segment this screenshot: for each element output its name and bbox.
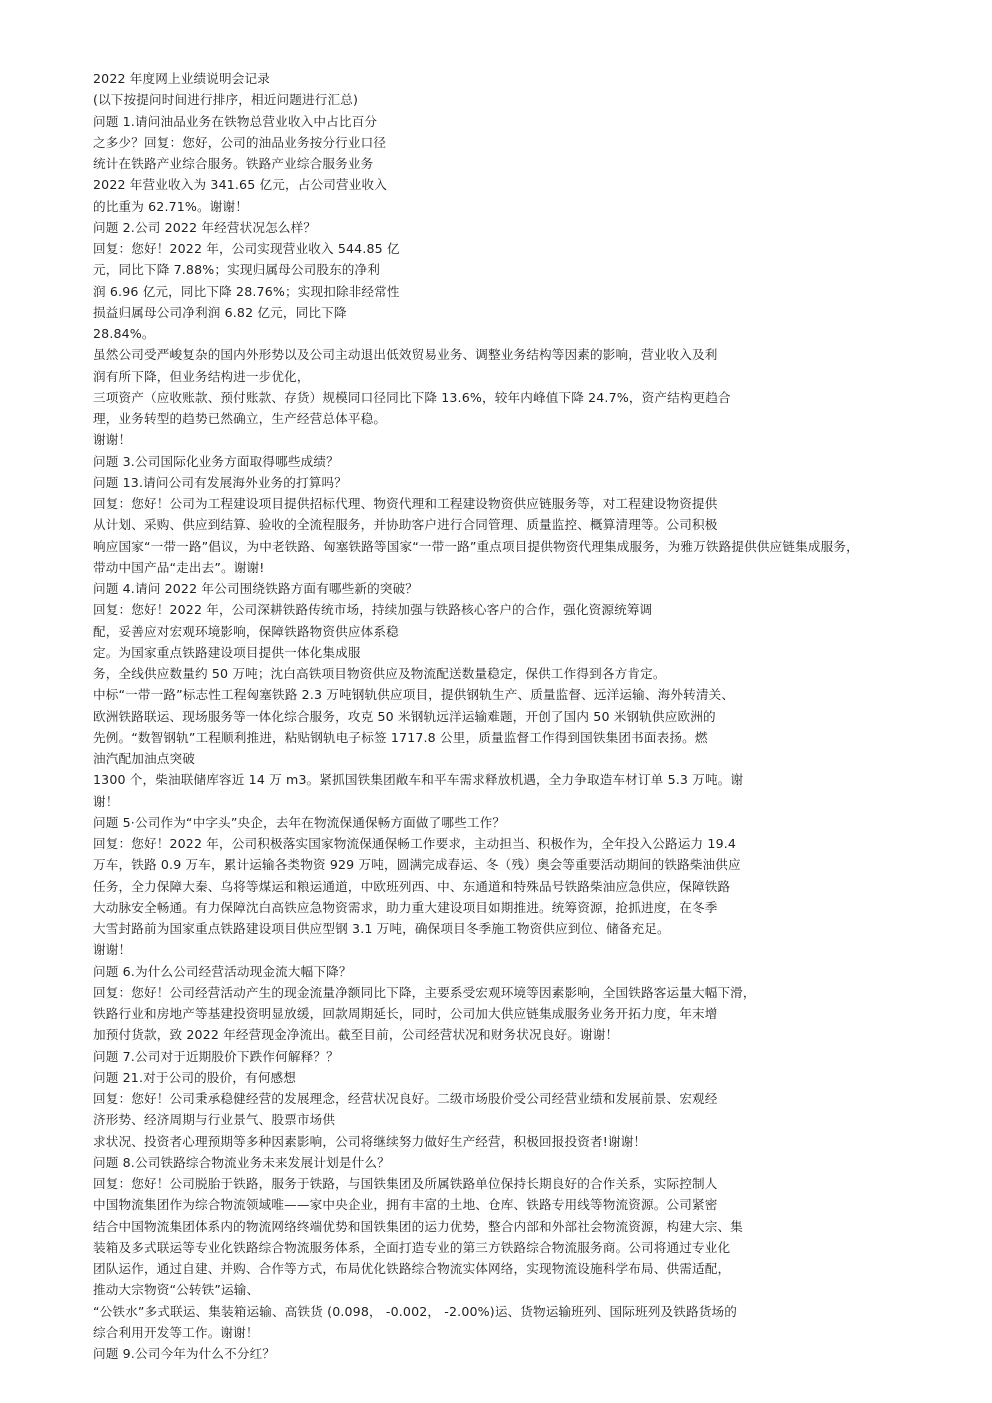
question-21: 问题 21.对于公司的股价，有何感想 bbox=[93, 1069, 297, 1085]
text-line: 务，全线供应数量约 50 万吨；沈白高铁项目物资供应及物流配送数量稳定，保供工作得到各方肯定。 bbox=[93, 666, 666, 681]
text-line: 团队运作，通过自建、并购、合作等方式，布局优化铁路综合物流实体网络，实现物流设施科学布局、供需适配， bbox=[93, 1261, 731, 1276]
question-2: 问题 2.公司 2022 年经营状况怎么样？ bbox=[93, 219, 317, 235]
text-line: 铁路行业和房地产等基建投资明显放缓，回款周期延长，同时，公司加大供应链集成服务业务开拓力度，年末增 bbox=[93, 1006, 718, 1021]
question-7: 问题 7.公司对于近期股价下跌作何解释？？ bbox=[93, 1048, 339, 1064]
text-line: 谢谢！ bbox=[93, 432, 132, 448]
document-body bbox=[93, 68, 973, 1364]
text-line: 谢！ bbox=[93, 793, 119, 809]
question-5: 问题 5·公司作为“中字头”央企，去年在物流保通保畅方面做了哪些工作？ bbox=[93, 814, 506, 830]
text-line: 润有所下降，但业务结构进一步优化， bbox=[93, 368, 310, 384]
question-13: 问题 13.请问公司有发展海外业务的打算吗？ bbox=[93, 474, 348, 490]
text-line: 的比重为 62.71%。谢谢！ bbox=[93, 198, 249, 214]
answer-line: 回复：您好！2022 年，公司积极落实国家物流保通保畅工作要求，主动担当、积极作为，全年投入公路运力 19.4 bbox=[93, 836, 737, 851]
answer-line: 回复：您好！2022 年，公司深耕铁路传统市场，持续加强与铁路核心客户的合作，强化资源统筹调 bbox=[93, 602, 653, 618]
question-8: 问题 8.公司铁路综合物流业务未来发展计划是什么？ bbox=[93, 1154, 390, 1170]
question-9: 问题 9.公司今年为什么不分红？ bbox=[93, 1346, 276, 1361]
text-line: 1300 个，柴油联储库容近 14 万 m3。紧抓国铁集团敞车和平车需求释放机遇，全力争取造车材订单 5.3 万吨。谢 bbox=[93, 772, 744, 788]
text-line: “公铁水”多式联运、集装箱运输、高铁货 (0.098， -0.002， -2.00%)运、货物运输班列、国际班列及铁路货场的 bbox=[93, 1303, 737, 1319]
question-1: 问题 1.请问油品业务在铁物总营业收入中占比百分 bbox=[93, 113, 378, 129]
text-line: 理，业务转型的趋势已然确立，生产经营总体平稳。 bbox=[93, 411, 387, 426]
text-line: 之多少？回复：您好，公司的油品业务按分行业口径 bbox=[93, 134, 387, 150]
answer-line: 回复：您好！公司经营活动产生的现金流量净额同比下降，主要系受宏观环境等因素影响，全国铁路客运量大幅下滑， bbox=[93, 984, 756, 1000]
text-line: 欧洲铁路联运、现场服务等一体化综合服务，攻克 50 米钢轨远洋运输难题，开创了国内 50 米钢轨供应欧洲的 bbox=[93, 708, 716, 724]
text-line: 润 6.96 亿元，同比下降 28.76%；实现扣除非经常性 bbox=[93, 283, 400, 299]
document-title: 2022 年度网上业绩说明会记录 bbox=[93, 71, 270, 86]
text-line: 综合利用开发等工作。谢谢！ bbox=[93, 1324, 259, 1340]
text-line: 装箱及多式联运等专业化铁路综合物流服务体系，全面打造专业的第三方铁路综合物流服务商。公司将通过专业化 bbox=[93, 1239, 731, 1255]
text-line: 中国物流集团作为综合物流领域唯——家中央企业，拥有丰富的土地、仓库、铁路专用线等物流资源。公司紧密 bbox=[93, 1197, 718, 1213]
text-line: 配，妥善应对宏观环境影响，保障铁路物资供应体系稳 bbox=[93, 623, 399, 639]
question-4: 问题 4.请问 2022 年公司围绕铁路方面有哪些新的突破？ bbox=[93, 581, 419, 596]
question-6: 问题 6.为什么公司经营活动现金流大幅下降？ bbox=[93, 963, 352, 979]
text-line: 带动中国产品“走出去”。谢谢! bbox=[93, 559, 265, 575]
answer-line: 回复：您好！公司为工程建设项目提供招标代理、物资代理和工程建设物资供应链服务等，对工程建设物资提供 bbox=[93, 496, 718, 511]
text-line: 从计划、采购、供应到结算、验收的全流程服务，并协助客户进行合同管理、质量监控、概算清理等。公司积极 bbox=[93, 517, 718, 533]
text-line: 中标“一带一路”标志性工程匈塞铁路 2.3 万吨钢轨供应项目，提供钢轨生产、质量监督、远洋运输、海外转清关、 bbox=[93, 687, 735, 703]
text-line: 济形势、经济周期与行业景气、股票市场供 bbox=[93, 1112, 336, 1128]
text-line: 油汽配加油点突破 bbox=[93, 751, 195, 766]
text-line: 大雪封路前为国家重点铁路建设项目供应型钢 3.1 万吨，确保项目冬季施工物资供应到位、储备充足。 bbox=[93, 921, 670, 936]
text-line: 万车，铁路 0.9 万车，累计运输各类物资 929 万吨，圆满完成春运、冬（残）奥会等重要活动期间的铁路柴油供应 bbox=[93, 857, 741, 873]
text-line: 大动脉安全畅通。有力保障沈白高铁应急物资需求，助力重大建设项目如期推进。统筹资源，抢抓进度，在冬季 bbox=[93, 899, 718, 915]
text-line: 谢谢！ bbox=[93, 942, 132, 958]
answer-line: 回复：您好！公司秉承稳健经营的发展理念，经营状况良好。二级市场股价受公司经营业绩和发展前景、宏观经 bbox=[93, 1091, 718, 1106]
text-line: 推动大宗物资“公转铁”运输、 bbox=[93, 1282, 260, 1298]
text-line: 28.84%。 bbox=[93, 326, 155, 341]
text-line: 加预付货款，致 2022 年经营现金净流出。截至目前，公司经营状况和财务状况良好。谢谢！ bbox=[93, 1027, 619, 1043]
text-line: 2022 年营业收入为 341.65 亿元，占公司营业收入 bbox=[93, 177, 387, 193]
answer-line: 回复：您好！公司脱胎于铁路，服务于铁路，与国铁集团及所属铁路单位保持长期良好的合作关系，实际控制人 bbox=[93, 1176, 718, 1191]
text-line: 任务，全力保障大秦、乌将等煤运和粮运通道，中欧班列西、中、东通道和特殊品号铁路柴油应急供应，保障铁路 bbox=[93, 878, 731, 894]
question-3: 问题 3.公司国际化业务方面取得哪些成绩？ bbox=[93, 453, 339, 469]
text-line: 元，同比下降 7.88%；实现归属母公司股东的净利 bbox=[93, 262, 381, 278]
answer-line: 回复：您好！2022 年，公司实现营业收入 544.85 亿 bbox=[93, 241, 400, 256]
text-line: 虽然公司受严峻复杂的国内外形势以及公司主动退出低效贸易业务、调整业务结构等因素的影响，营业收入及利 bbox=[93, 347, 718, 363]
text-line: 响应国家“一带一路”倡议，为中老铁路、匈塞铁路等国家“一带一路”重点项目提供物资代理集成服务，为雅万铁路提供供应链集成服务， bbox=[93, 538, 859, 554]
document-note: (以下按提问时间进行排序，相近问题进行汇总) bbox=[93, 92, 359, 108]
text-line: 结合中国物流集团体系内的物流网络终端优势和国铁集团的运力优势，整合内部和外部社会物流资源，构建大宗、集 bbox=[93, 1218, 743, 1234]
text-line: 定。为国家重点铁路建设项目提供一体化集成服 bbox=[93, 644, 361, 660]
text-line: 求状况、投资者心理预期等多种因素影响，公司将继续努力做好生产经营，积极回报投资者!谢谢！ bbox=[93, 1133, 647, 1149]
text-line: 统计在铁路产业综合服务。铁路产业综合服务业务 bbox=[93, 156, 374, 171]
text-line: 三项资产（应收账款、预付账款、存货）规模同口径同比下降 13.6%，较年内峰值下降 24.7%，资产结构更趋合 bbox=[93, 389, 731, 405]
text-line: 损益归属母公司净利润 6.82 亿元，同比下降 bbox=[93, 304, 347, 320]
text-line: 先例。“数智钢轨”工程顺利推进，粘贴钢轨电子标签 1717.8 公里，质量监督工作得到国铁集团书面表扬。燃 bbox=[93, 729, 708, 745]
